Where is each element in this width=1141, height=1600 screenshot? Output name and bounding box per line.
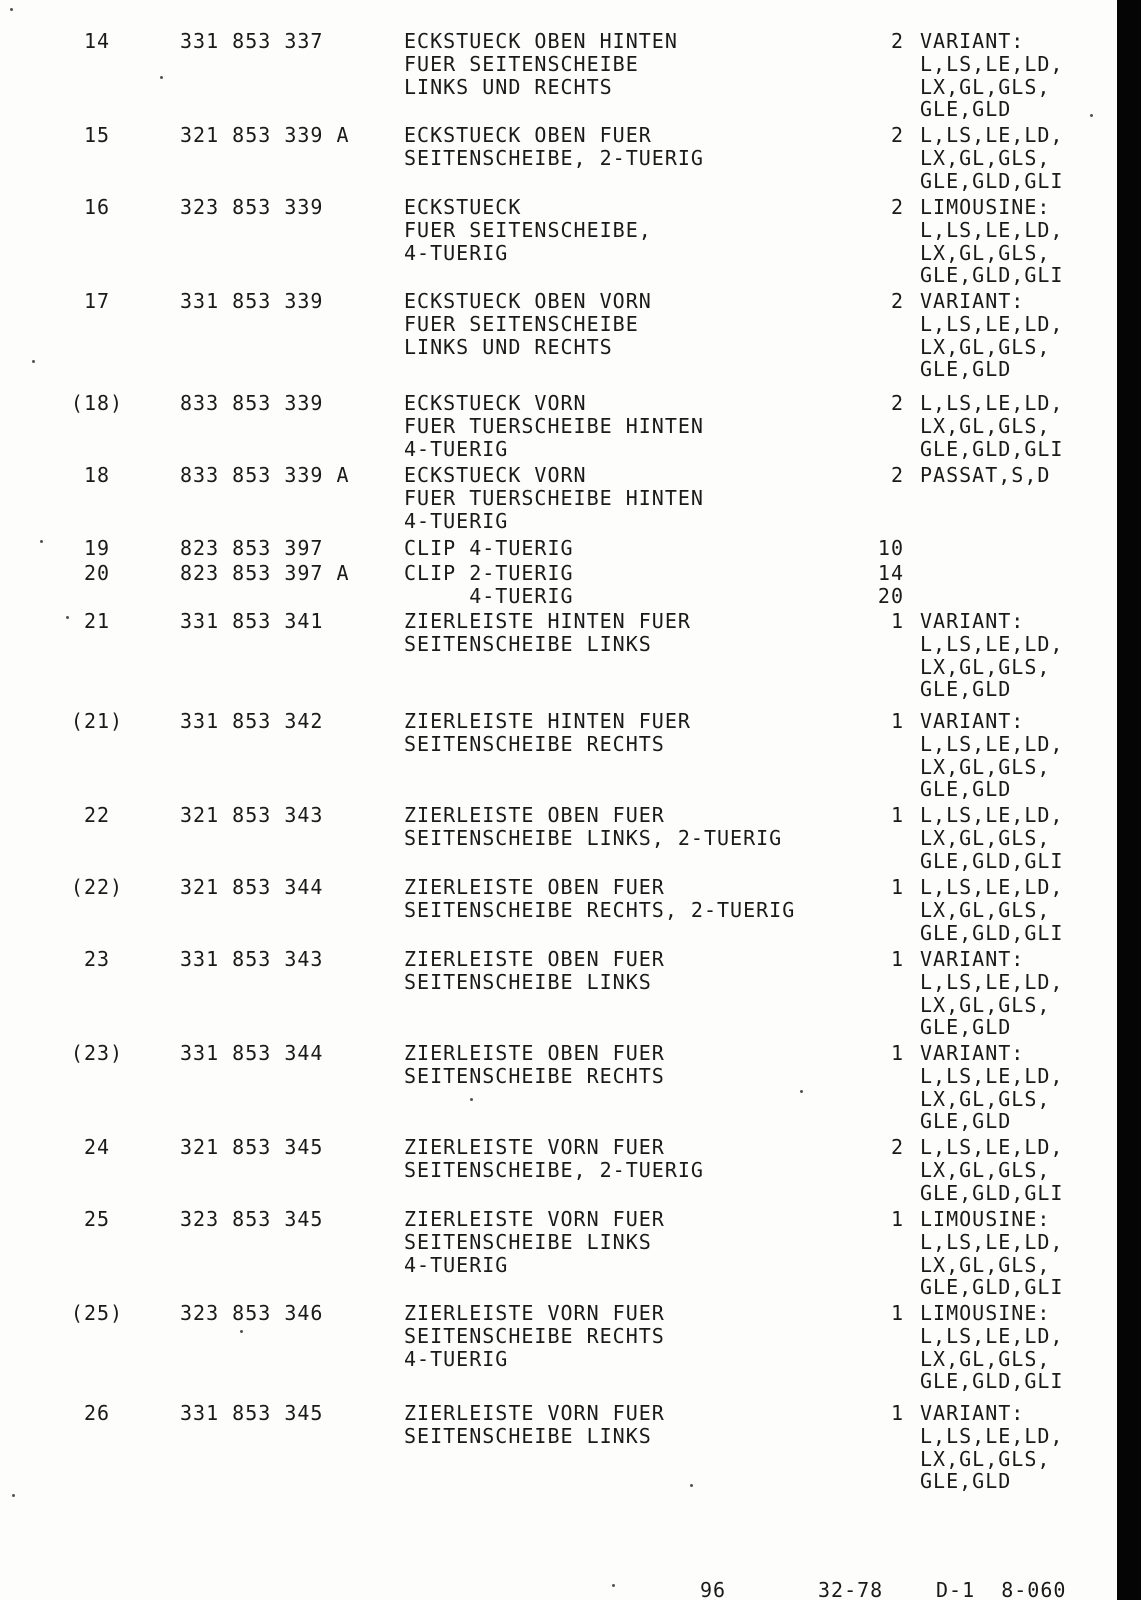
part-description <box>404 196 652 264</box>
description-line: SEITENSCHEIBE LINKS <box>404 1423 652 1448</box>
quantity: 10 <box>877 536 904 560</box>
description-line: ZIERLEISTE VORN FUER <box>404 1301 665 1325</box>
model-remarks <box>920 290 1063 381</box>
position-number: 20 <box>83 561 111 585</box>
description-line: 4-TUERIG <box>404 1346 509 1371</box>
part-number: 321 853 344 <box>180 875 324 899</box>
description-line: FUER SEITENSCHEIBE <box>404 51 639 76</box>
scan-speck <box>160 76 163 79</box>
position-number: 18 <box>83 463 111 487</box>
part-number: 331 853 342 <box>180 709 324 733</box>
remark-line: LIMOUSINE: <box>920 1207 1051 1231</box>
part-description <box>404 1136 704 1182</box>
description-line: FUER TUERSCHEIBE HINTEN <box>404 485 704 510</box>
description-line: SEITENSCHEIBE, 2-TUERIG <box>404 1157 704 1182</box>
description-line: ZIERLEISTE OBEN FUER <box>404 947 665 971</box>
part-description <box>404 392 704 460</box>
part-description <box>404 1302 665 1370</box>
remark-line: L,LS,LE,LD, <box>920 1063 1064 1088</box>
part-number: 331 853 339 <box>180 289 324 313</box>
description-line: FUER SEITENSCHEIBE, <box>404 217 652 242</box>
quantity: 1 <box>890 709 904 733</box>
description-line: 4-TUERIG <box>404 436 509 461</box>
remark-line: L,LS,LE,LD, <box>920 391 1064 415</box>
quantity: 1 <box>890 1207 904 1231</box>
description-line: 4-TUERIG <box>404 240 509 265</box>
document-code: D-1 8-060 <box>936 1578 1067 1600</box>
remark-line: L,LS,LE,LD, <box>920 51 1064 76</box>
description-line: 4-TUERIG <box>404 583 574 608</box>
remark-line: LX,GL,GLS, <box>920 992 1051 1017</box>
part-number: 323 853 346 <box>180 1301 324 1325</box>
part-number: 321 853 339 A <box>180 123 350 147</box>
part-description <box>404 610 691 656</box>
scan-speck <box>40 540 43 543</box>
part-description <box>404 290 652 358</box>
remark-line: GLE,GLD,GLI <box>920 920 1064 945</box>
remark-line: LIMOUSINE: <box>920 1301 1051 1325</box>
part-description <box>404 876 795 922</box>
description-line: LINKS UND RECHTS <box>404 334 613 359</box>
remark-line: L,LS,LE,LD, <box>920 123 1064 147</box>
remark-line: LX,GL,GLS, <box>920 413 1051 438</box>
position-number: (21) <box>70 709 124 733</box>
remark-line: VARIANT: <box>920 29 1025 53</box>
quantity: 1 <box>890 609 904 633</box>
position-number: 23 <box>83 947 111 971</box>
remark-line: LX,GL,GLS, <box>920 1346 1051 1371</box>
quantity: 2 <box>890 1135 904 1159</box>
position-number: 24 <box>83 1135 111 1159</box>
model-remarks <box>920 1208 1063 1299</box>
remark-line: GLE,GLD,GLI <box>920 1369 1064 1394</box>
description-line: CLIP 4-TUERIG <box>404 536 574 560</box>
position-number: 15 <box>83 123 111 147</box>
position-number: 22 <box>83 803 111 827</box>
position-number: 25 <box>83 1207 111 1231</box>
model-remarks <box>920 1136 1063 1204</box>
part-description <box>404 1042 665 1088</box>
description-line: ECKSTUECK VORN <box>404 391 587 415</box>
description-line: ECKSTUECK OBEN HINTEN <box>404 29 678 53</box>
model-remarks <box>920 464 1050 487</box>
quantity: 1 <box>890 875 904 899</box>
description-line: SEITENSCHEIBE LINKS <box>404 969 652 994</box>
remark-line: L,LS,LE,LD, <box>920 631 1064 656</box>
model-remarks <box>920 1402 1063 1493</box>
remark-line: LX,GL,GLS, <box>920 145 1051 170</box>
remark-line: GLE,GLD <box>920 1015 1012 1040</box>
description-line: 4-TUERIG <box>404 508 509 533</box>
remark-line: GLE,GLD,GLI <box>920 168 1064 193</box>
scan-speck <box>612 1584 615 1587</box>
page-number: 96 <box>700 1578 727 1600</box>
remark-line: VARIANT: <box>920 289 1025 313</box>
part-description <box>404 537 574 560</box>
part-number: 331 853 345 <box>180 1401 324 1425</box>
remark-line: LX,GL,GLS, <box>920 897 1051 922</box>
scan-speck <box>470 1098 473 1101</box>
model-remarks <box>920 710 1063 801</box>
scan-speck <box>66 616 69 619</box>
remark-line: LX,GL,GLS, <box>920 1446 1051 1471</box>
scan-speck <box>690 1484 693 1487</box>
description-line: ZIERLEISTE VORN FUER <box>404 1207 665 1231</box>
quantity: 2 <box>890 391 904 415</box>
quantity: 2 <box>890 289 904 313</box>
remark-line: GLE,GLD <box>920 1109 1012 1134</box>
model-remarks <box>920 196 1063 287</box>
part-number: 331 853 343 <box>180 947 324 971</box>
position-number: 17 <box>83 289 111 313</box>
remark-line: VARIANT: <box>920 1041 1025 1065</box>
quantity: 2 <box>890 195 904 219</box>
description-line: FUER TUERSCHEIBE HINTEN <box>404 413 704 438</box>
part-number: 321 853 343 <box>180 803 324 827</box>
quantity: 14 20 <box>877 561 904 608</box>
remark-line: L,LS,LE,LD, <box>920 1135 1064 1159</box>
quantity: 1 <box>890 947 904 971</box>
description-line: SEITENSCHEIBE LINKS <box>404 1229 652 1254</box>
description-line: ZIERLEISTE VORN FUER <box>404 1135 665 1159</box>
description-line: ECKSTUECK OBEN VORN <box>404 289 652 313</box>
remark-line: GLE,GLD <box>920 357 1012 382</box>
description-line: ZIERLEISTE HINTEN FUER <box>404 609 691 633</box>
quantity: 2 <box>890 123 904 147</box>
part-number: 323 853 345 <box>180 1207 324 1231</box>
description-line: SEITENSCHEIBE LINKS, 2-TUERIG <box>404 825 783 850</box>
description-line: FUER SEITENSCHEIBE <box>404 311 639 336</box>
remark-line: L,LS,LE,LD, <box>920 217 1064 242</box>
quantity: 2 <box>890 29 904 53</box>
model-remarks <box>920 30 1063 121</box>
part-number: 823 853 397 <box>180 536 324 560</box>
scan-edge-bar <box>1117 0 1141 1600</box>
position-number: (22) <box>70 875 124 899</box>
part-description <box>404 1208 665 1276</box>
description-line: ECKSTUECK VORN <box>404 463 587 487</box>
scan-speck <box>1090 114 1093 117</box>
quantity: 1 <box>890 1041 904 1065</box>
part-description <box>404 948 665 994</box>
model-remarks <box>920 610 1063 701</box>
model-remarks <box>920 876 1063 944</box>
remark-line: LX,GL,GLS, <box>920 1157 1051 1182</box>
remark-line: VARIANT: <box>920 947 1025 971</box>
position-number: 19 <box>83 536 111 560</box>
remark-line: L,LS,LE,LD, <box>920 1229 1064 1254</box>
part-number: 833 853 339 <box>180 391 324 415</box>
remark-line: PASSAT,S,D <box>920 463 1051 487</box>
description-line: ZIERLEISTE OBEN FUER <box>404 875 665 899</box>
description-line: ZIERLEISTE VORN FUER <box>404 1401 665 1425</box>
part-description <box>404 562 574 608</box>
description-line: ECKSTUECK <box>404 195 522 219</box>
remark-line: GLE,GLD <box>920 677 1012 702</box>
quantity: 2 <box>890 463 904 487</box>
remark-line: LX,GL,GLS, <box>920 240 1051 265</box>
part-description <box>404 710 691 756</box>
scan-speck <box>32 360 35 363</box>
part-number: 323 853 339 <box>180 195 324 219</box>
description-line: ZIERLEISTE OBEN FUER <box>404 1041 665 1065</box>
remark-line: L,LS,LE,LD, <box>920 969 1064 994</box>
remark-line: LX,GL,GLS, <box>920 1086 1051 1111</box>
date-code: 32-78 <box>818 1578 884 1600</box>
model-remarks <box>920 804 1063 872</box>
description-line: SEITENSCHEIBE RECHTS, 2-TUERIG <box>404 897 796 922</box>
part-description <box>404 804 782 850</box>
position-number: (23) <box>70 1041 124 1065</box>
remark-line: LX,GL,GLS, <box>920 654 1051 679</box>
description-line: SEITENSCHEIBE, 2-TUERIG <box>404 145 704 170</box>
remark-line: LX,GL,GLS, <box>920 754 1051 779</box>
part-number: 823 853 397 A <box>180 561 350 585</box>
part-number: 833 853 339 A <box>180 463 350 487</box>
description-line: SEITENSCHEIBE RECHTS <box>404 1063 665 1088</box>
remark-line: L,LS,LE,LD, <box>920 731 1064 756</box>
part-description <box>404 1402 665 1448</box>
description-line: ZIERLEISTE OBEN FUER <box>404 803 665 827</box>
quantity: 1 <box>890 1301 904 1325</box>
remark-line: GLE,GLD,GLI <box>920 1275 1064 1300</box>
remark-line: L,LS,LE,LD, <box>920 803 1064 827</box>
part-description <box>404 464 704 532</box>
remark-line: L,LS,LE,LD, <box>920 1423 1064 1448</box>
model-remarks <box>920 1042 1063 1133</box>
remark-line: GLE,GLD,GLI <box>920 436 1064 461</box>
remark-line: LX,GL,GLS, <box>920 74 1051 99</box>
scan-speck <box>12 1494 15 1497</box>
description-line: SEITENSCHEIBE RECHTS <box>404 1323 665 1348</box>
remark-line: L,LS,LE,LD, <box>920 311 1064 336</box>
part-number: 331 853 344 <box>180 1041 324 1065</box>
remark-line: L,LS,LE,LD, <box>920 1323 1064 1348</box>
remark-line: VARIANT: <box>920 709 1025 733</box>
model-remarks <box>920 124 1063 192</box>
description-line: SEITENSCHEIBE LINKS <box>404 631 652 656</box>
remark-line: GLE,GLD <box>920 97 1012 122</box>
remark-line: GLE,GLD,GLI <box>920 1180 1064 1205</box>
remark-line: LX,GL,GLS, <box>920 334 1051 359</box>
remark-line: VARIANT: <box>920 1401 1025 1425</box>
position-number: 21 <box>83 609 111 633</box>
description-line: 4-TUERIG <box>404 1252 509 1277</box>
position-number: 26 <box>83 1401 111 1425</box>
part-description <box>404 30 678 98</box>
position-number: 14 <box>83 29 111 53</box>
remark-line: GLE,GLD,GLI <box>920 848 1064 873</box>
part-number: 331 853 341 <box>180 609 324 633</box>
remark-line: LIMOUSINE: <box>920 195 1051 219</box>
scan-speck <box>10 8 13 11</box>
remark-line: GLE,GLD,GLI <box>920 263 1064 288</box>
description-line: ZIERLEISTE HINTEN FUER <box>404 709 691 733</box>
part-number: 331 853 337 <box>180 29 324 53</box>
remark-line: GLE,GLD <box>920 1469 1012 1494</box>
description-line: SEITENSCHEIBE RECHTS <box>404 731 665 756</box>
remark-line: L,LS,LE,LD, <box>920 875 1064 899</box>
remark-line: LX,GL,GLS, <box>920 825 1051 850</box>
quantity: 1 <box>890 803 904 827</box>
position-number: (25) <box>70 1301 124 1325</box>
model-remarks <box>920 948 1063 1039</box>
position-number: 16 <box>83 195 111 219</box>
part-description <box>404 124 704 170</box>
remark-line: GLE,GLD <box>920 777 1012 802</box>
description-line: ECKSTUECK OBEN FUER <box>404 123 652 147</box>
remark-line: LX,GL,GLS, <box>920 1252 1051 1277</box>
scan-speck <box>240 1330 243 1333</box>
description-line: CLIP 2-TUERIG <box>404 561 574 585</box>
part-number: 321 853 345 <box>180 1135 324 1159</box>
remark-line: VARIANT: <box>920 609 1025 633</box>
model-remarks <box>920 1302 1063 1393</box>
quantity: 1 <box>890 1401 904 1425</box>
position-number: (18) <box>70 391 124 415</box>
scan-speck <box>800 1090 803 1093</box>
model-remarks <box>920 392 1063 460</box>
description-line: LINKS UND RECHTS <box>404 74 613 99</box>
